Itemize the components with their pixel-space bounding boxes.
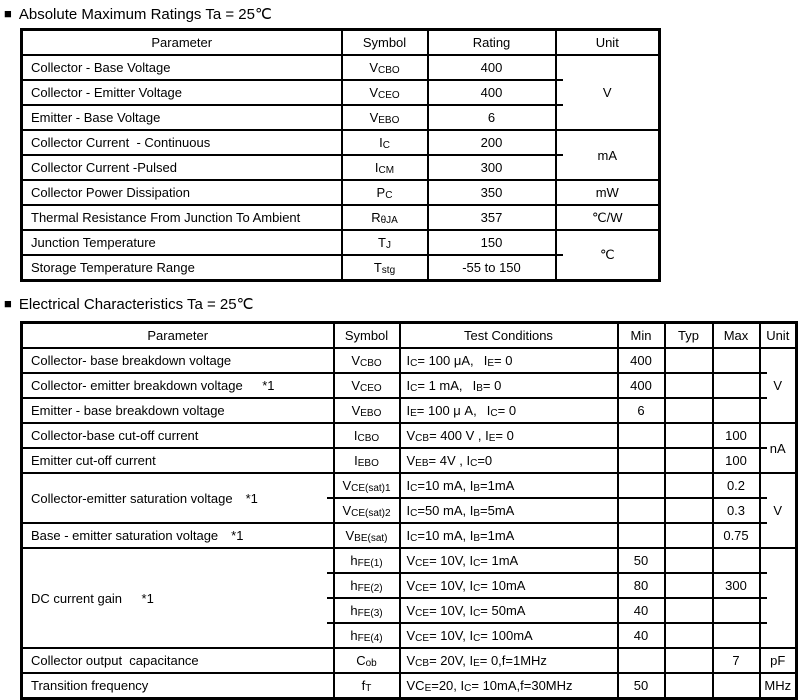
unit-cell: V — [556, 55, 660, 130]
subscript-text: J — [385, 239, 391, 251]
table-row — [22, 180, 660, 205]
typ-value-cell — [665, 648, 713, 673]
subscript-text: FE(1) — [357, 557, 383, 569]
merged-cell-border-stub — [761, 622, 767, 624]
rating-cell: -55 to 150 — [428, 255, 556, 281]
subscript-text: ob — [365, 657, 377, 669]
subscript-text: EBO — [378, 114, 400, 126]
column-header-max: Max — [713, 323, 760, 349]
subscript-text: CEO — [360, 382, 382, 394]
subscript-text: B — [476, 382, 483, 394]
parameter-cell: Thermal Resistance From Junction To Ambient — [22, 205, 342, 230]
test-conditions-cell: VCE= 10V, IC= 100mA — [400, 623, 618, 648]
unit-cell: ℃ — [556, 230, 660, 281]
column-header-min: Min — [618, 323, 665, 349]
symbol-cell: VCBO — [334, 348, 400, 373]
test-conditions-cell: VEB= 4V , IC=0 — [400, 448, 618, 473]
subscript-text: EBO — [357, 457, 379, 469]
parameter-cell: Collector Power Dissipation — [22, 180, 342, 205]
symbol-cell: VBE(sat) — [334, 523, 400, 548]
test-conditions-cell: IC=10 mA, IB=1mA — [400, 523, 618, 548]
table-row — [22, 448, 797, 473]
subscript-text: FE(3) — [357, 607, 383, 619]
subscript-text: CM — [378, 164, 395, 176]
section-title-text: Absolute Maximum Ratings Ta = 25℃ — [18, 6, 272, 23]
electrical-characteristics-table — [20, 321, 798, 700]
unit-cell: pF — [760, 648, 797, 673]
table-row — [22, 230, 660, 255]
table-row — [22, 673, 797, 699]
min-value-cell: 400 — [618, 348, 665, 373]
merged-cell-border-stub — [327, 622, 333, 624]
table-row — [22, 648, 797, 673]
subscript-text: C — [410, 507, 418, 519]
subscript-text: CEO — [378, 89, 400, 101]
section-bullet-icon: ■ — [4, 296, 12, 311]
subscript-text: E — [410, 407, 417, 419]
table-row — [22, 55, 660, 80]
max-value-cell: 7 — [713, 648, 760, 673]
symbol-cell: VCBO — [342, 55, 428, 80]
merged-cell-border-stub — [557, 79, 563, 81]
typ-value-cell — [665, 523, 713, 548]
test-conditions-cell: VCE= 10V, IC= 10mA — [400, 573, 618, 598]
typ-value-cell — [665, 448, 713, 473]
subscript-text: E — [487, 357, 495, 369]
rating-cell: 6 — [428, 105, 556, 130]
parameter-cell: Collector Current - Continuous — [22, 130, 342, 155]
max-value-cell — [713, 348, 760, 373]
subscript-text: CE(sat)1 — [351, 482, 391, 494]
table-row — [22, 205, 660, 230]
test-conditions-cell: VCE= 10V, IC= 50mA — [400, 598, 618, 623]
subscript-text: C — [410, 357, 418, 369]
parameter-cell: Collector - Emitter Voltage — [22, 80, 342, 105]
section-title-electrical-characteristics — [4, 295, 803, 313]
subscript-text: CBO — [357, 432, 380, 444]
symbol-cell: Tstg — [342, 255, 428, 281]
min-value-cell — [618, 498, 665, 523]
subscript-text: EBO — [360, 407, 382, 419]
min-value-cell — [618, 423, 665, 448]
merged-cell-border-stub — [761, 372, 767, 374]
subscript-text: C — [473, 582, 481, 594]
section-title-text: Electrical Characteristics Ta = 25℃ — [18, 296, 254, 313]
min-value-cell: 40 — [618, 623, 665, 648]
max-value-cell: 0.75 — [713, 523, 760, 548]
max-value-cell: 100 — [713, 448, 760, 473]
parameter-cell: Emitter - base breakdown voltage — [22, 398, 334, 423]
rating-cell: 300 — [428, 155, 556, 180]
subscript-text: C — [470, 457, 478, 469]
subscript-text: stg — [381, 264, 396, 276]
typ-value-cell — [665, 373, 713, 398]
max-value-cell: 100 — [713, 423, 760, 448]
max-value-cell — [713, 548, 760, 573]
subscript-text: CE — [415, 557, 430, 569]
rating-cell: 357 — [428, 205, 556, 230]
merged-cell-border-stub — [761, 597, 767, 599]
parameter-cell: Storage Temperature Range — [22, 255, 342, 281]
symbol-cell: hFE(3) — [334, 598, 400, 623]
merged-cell-border-stub — [327, 597, 333, 599]
merged-cell-border-stub — [557, 104, 563, 106]
rating-cell: 400 — [428, 80, 556, 105]
parameter-cell: Transition frequency — [22, 673, 334, 699]
max-value-cell — [713, 398, 760, 423]
unit-cell: ℃/W — [556, 205, 660, 230]
typ-value-cell — [665, 673, 713, 699]
max-value-cell — [713, 598, 760, 623]
section-title-absolute-maximum-ratings — [4, 5, 803, 23]
parameter-cell: Collector- emitter breakdown voltage *1 — [22, 373, 334, 398]
subscript-text: C — [385, 189, 393, 201]
table-row — [22, 348, 797, 373]
parameter-cell: Collector output capacitance — [22, 648, 334, 673]
rating-cell: 400 — [428, 55, 556, 80]
test-conditions-cell: IC=10 mA, IB=1mA — [400, 473, 618, 498]
subscript-text: CB — [415, 432, 430, 444]
subscript-text: C — [473, 557, 481, 569]
subscript-text: E — [473, 657, 480, 669]
parameter-cell: Emitter cut-off current — [22, 448, 334, 473]
subscript-text: C — [410, 532, 418, 544]
symbol-cell: hFE(1) — [334, 548, 400, 573]
symbol-cell: Cob — [334, 648, 400, 673]
symbol-cell: IC — [342, 130, 428, 155]
min-value-cell: 40 — [618, 598, 665, 623]
subscript-text: BE(sat) — [354, 532, 388, 544]
merged-cell-border-stub — [761, 522, 767, 524]
subscript-text: T — [365, 682, 372, 694]
merged-cell-border-stub — [761, 397, 767, 399]
elec-char-body — [22, 348, 797, 699]
subscript-text: CBO — [360, 357, 382, 369]
parameter-cell: Collector-emitter saturation voltage *1 — [22, 473, 334, 523]
parameter-cell: Collector - Base Voltage — [22, 55, 342, 80]
subscript-text: CE(sat)2 — [351, 507, 391, 519]
table-row — [22, 423, 797, 448]
merged-cell-border-stub — [761, 572, 767, 574]
symbol-cell: VCEO — [342, 80, 428, 105]
unit-cell — [760, 548, 797, 648]
test-conditions-cell: IC= 100 μA, IE= 0 — [400, 348, 618, 373]
column-header-symbol: Symbol — [334, 323, 400, 349]
test-conditions-cell: IC= 1 mA, IB= 0 — [400, 373, 618, 398]
typ-value-cell — [665, 498, 713, 523]
column-header-unit: Unit — [760, 323, 797, 349]
max-value-cell — [713, 373, 760, 398]
min-value-cell: 400 — [618, 373, 665, 398]
symbol-cell: ICBO — [334, 423, 400, 448]
typ-value-cell — [665, 398, 713, 423]
symbol-cell: VEBO — [334, 398, 400, 423]
parameter-cell: Base - emitter saturation voltage *1 — [22, 523, 334, 548]
typ-value-cell — [665, 348, 713, 373]
typ-value-cell — [665, 598, 713, 623]
min-value-cell: 50 — [618, 673, 665, 699]
min-value-cell: 80 — [618, 573, 665, 598]
test-conditions-cell: VCE=20, IC= 10mA,f=30MHz — [400, 673, 618, 699]
subscript-text: CE — [415, 607, 430, 619]
symbol-cell: fT — [334, 673, 400, 699]
subscript-text: θJA — [380, 214, 398, 226]
column-header-typ: Typ — [665, 323, 713, 349]
merged-cell-border-stub — [327, 497, 333, 499]
subscript-text: CBO — [378, 64, 400, 76]
subscript-text: C — [410, 382, 418, 394]
table-row — [22, 130, 660, 155]
min-value-cell — [618, 523, 665, 548]
subscript-text: B — [473, 482, 481, 494]
max-value-cell: 0.3 — [713, 498, 760, 523]
subscript-text: EB — [415, 457, 429, 469]
unit-cell: mA — [556, 130, 660, 180]
parameter-cell: Emitter - Base Voltage — [22, 105, 342, 130]
merged-cell-border-stub — [557, 154, 563, 156]
column-header-rating: Rating — [428, 30, 556, 56]
column-header-parameter: Parameter — [22, 323, 334, 349]
symbol-cell: RθJA — [342, 205, 428, 230]
rating-cell: 200 — [428, 130, 556, 155]
abs-max-body — [22, 55, 660, 281]
test-conditions-cell: VCE= 10V, IC= 1mA — [400, 548, 618, 573]
column-header-unit: Unit — [556, 30, 660, 56]
symbol-cell: VCE(sat)1 — [334, 473, 400, 498]
subscript-text: C — [382, 139, 390, 151]
symbol-cell: ICM — [342, 155, 428, 180]
min-value-cell — [618, 448, 665, 473]
min-value-cell — [618, 473, 665, 498]
symbol-cell: hFE(4) — [334, 623, 400, 648]
datasheet-page — [0, 5, 803, 700]
typ-value-cell — [665, 548, 713, 573]
max-value-cell — [713, 623, 760, 648]
column-header-symbol: Symbol — [342, 30, 428, 56]
max-value-cell: 0.2 — [713, 473, 760, 498]
max-value-cell: 300 — [713, 573, 760, 598]
unit-cell: MHz — [760, 673, 797, 699]
merged-cell-border-stub — [761, 447, 767, 449]
parameter-cell: Collector-base cut-off current — [22, 423, 334, 448]
subscript-text: CB — [415, 657, 430, 669]
unit-cell: V — [760, 348, 797, 423]
merged-cell-border-stub — [327, 572, 333, 574]
symbol-cell: VCEO — [334, 373, 400, 398]
test-conditions-cell: VCB= 400 V , IE= 0 — [400, 423, 618, 448]
subscript-text: C — [490, 407, 498, 419]
test-conditions-cell: IC=50 mA, IB=5mA — [400, 498, 618, 523]
symbol-cell: VCE(sat)2 — [334, 498, 400, 523]
test-conditions-cell: IE= 100 μ A, IC= 0 — [400, 398, 618, 423]
subscript-text: CE — [415, 582, 430, 594]
subscript-text: C — [473, 632, 481, 644]
subscript-text: E — [424, 682, 432, 694]
max-value-cell — [713, 673, 760, 699]
subscript-text: C — [410, 482, 418, 494]
symbol-cell: PC — [342, 180, 428, 205]
merged-cell-border-stub — [761, 497, 767, 499]
min-value-cell: 6 — [618, 398, 665, 423]
subscript-text: B — [473, 507, 481, 519]
section-bullet-icon: ■ — [4, 6, 12, 21]
subscript-text: B — [473, 532, 481, 544]
typ-value-cell — [665, 423, 713, 448]
table-row — [22, 523, 797, 548]
typ-value-cell — [665, 573, 713, 598]
min-value-cell: 50 — [618, 548, 665, 573]
parameter-cell: Junction Temperature — [22, 230, 342, 255]
subscript-text: C — [473, 607, 481, 619]
min-value-cell — [618, 648, 665, 673]
table-row — [22, 548, 797, 573]
typ-value-cell — [665, 623, 713, 648]
header-row — [22, 323, 797, 349]
parameter-cell: Collector- base breakdown voltage — [22, 348, 334, 373]
symbol-cell: hFE(2) — [334, 573, 400, 598]
rating-cell: 150 — [428, 230, 556, 255]
subscript-text: E — [488, 432, 496, 444]
subscript-text: CE — [415, 632, 430, 644]
typ-value-cell — [665, 473, 713, 498]
unit-cell: V — [760, 473, 797, 548]
table-row — [22, 473, 797, 498]
subscript-text: FE(4) — [357, 632, 383, 644]
absolute-maximum-ratings-table — [20, 28, 661, 282]
symbol-cell: TJ — [342, 230, 428, 255]
symbol-cell: VEBO — [342, 105, 428, 130]
unit-cell: nA — [760, 423, 797, 473]
table-row — [22, 398, 797, 423]
subscript-text: FE(2) — [357, 582, 383, 594]
test-conditions-cell: VCB= 20V, IE= 0,f=1MHz — [400, 648, 618, 673]
unit-cell: mW — [556, 180, 660, 205]
rating-cell: 350 — [428, 180, 556, 205]
parameter-cell: Collector Current -Pulsed — [22, 155, 342, 180]
table-row — [22, 373, 797, 398]
parameter-cell: DC current gain *1 — [22, 548, 334, 648]
column-header-test-conditions: Test Conditions — [400, 323, 618, 349]
column-header-parameter: Parameter — [22, 30, 342, 56]
header-row — [22, 30, 660, 56]
subscript-text: C — [464, 682, 472, 694]
merged-cell-border-stub — [557, 254, 563, 256]
symbol-cell: IEBO — [334, 448, 400, 473]
